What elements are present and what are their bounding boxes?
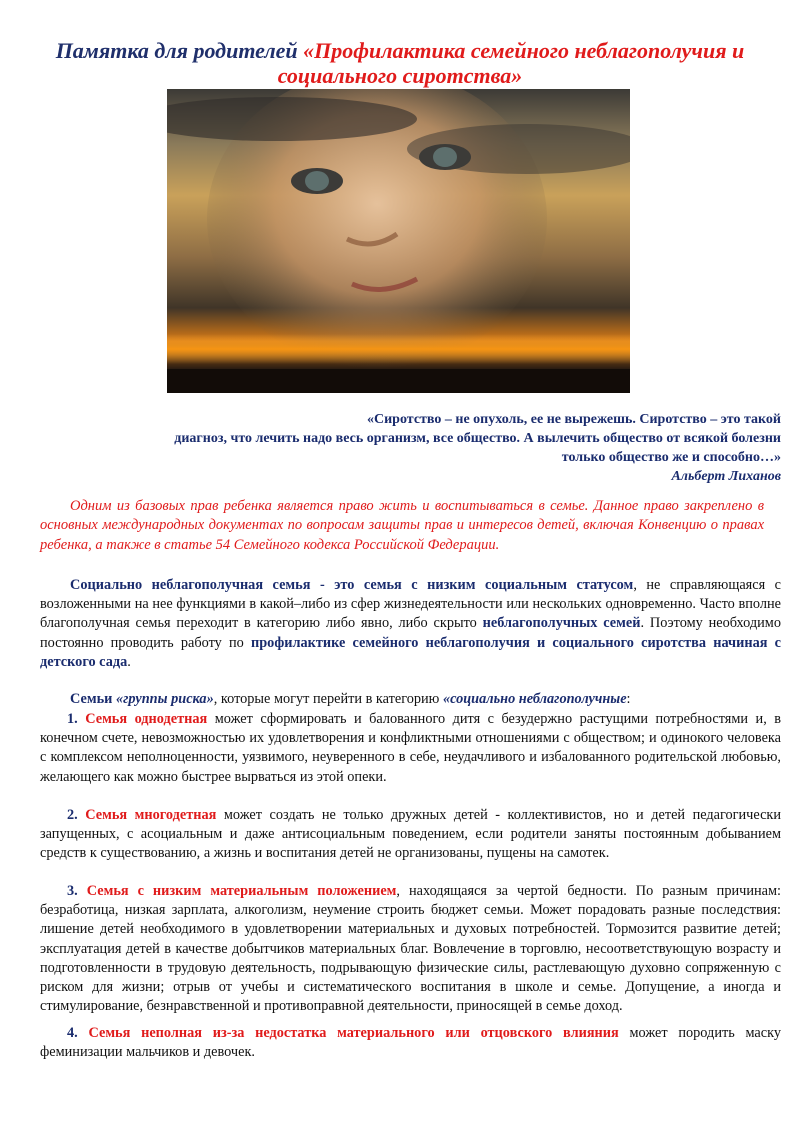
- rights-paragraph: Одним из базовых прав ребенка является право жить и воспитываться в семье. Данное право закреплено в основных международных документах по вопросам защиты прав и интересов детей, включая Конвенцию о правах ребенка, а также в статье 54 Семейного кодекса Российской Федерации.: [40, 498, 764, 553]
- item-4-text: может породить маску феминизации мальчиков и девочек.: [40, 1025, 782, 1061]
- definition-emphasis-2: профилактике семейного неблагополучия и социального сиротства начиная с детского сада: [40, 634, 781, 670]
- crying-child-sunset-photo: [167, 89, 630, 393]
- item-1-text: может сформировать и балованного дитя с безудержно растущими потребностями и, в конечном счете, невозможностью их удовлетворения и конфликтными отношениями с обществом; и одинокого человека с комплексом неполноценности, уязвимого, неуверенного в себе, неудачливого и избалованного родительской любовью, желающего как можно быстрее вырваться из этой опеки.: [40, 711, 782, 785]
- quote-line-1: «Сиротство – не опухоль, ее не вырежешь. Сиротство – это такой: [367, 412, 781, 427]
- item-3-text: , находящаяся за чертой бедности. По разным причинам: безработица, низкая зарплата, алкоголизм, неумение строить бюджет семьи. Может порадовать разные последствия: лишение детей необходимого в удовлетворении материальных и духовых потребностей. Тормозится развитие детей; эксплуатация детей в качестве добытчиков материальных благ. Вовлечение в торговлю, несоответствующую возрасту и подготовленности в трудовую деятельность, подрывающую физические силы, растлевающую духовно сопряженную с риском для жизни; отрыв от учебы и систематического воспитания в школе и семье. Допущение, а иногда и стимулирование, безнравственной и противоправной деятельности, приносящей в семье доход.: [40, 883, 781, 1015]
- item-4-heading: Семья неполная из-за недостатка материального или отцовского влияния: [88, 1025, 619, 1041]
- list-item-4: [40, 1024, 781, 1062]
- quote-author: Альберт Лиханов: [671, 469, 781, 484]
- page-title: [40, 38, 760, 88]
- item-2-number: 2.: [67, 807, 78, 823]
- title-part2: «Профилактика семейного неблагополучия и социального сиротства»: [277, 38, 745, 88]
- definition-text-3: .: [127, 653, 131, 670]
- risk-intro-b: «группы риска»: [115, 691, 214, 707]
- definition-paragraph: [40, 576, 781, 672]
- risk-intro-d: «социально неблагополучные: [442, 691, 627, 707]
- definition-term: Социально неблагополучная семья - это семья с низким социальным статусом: [70, 577, 634, 593]
- item-3-heading: Семья с низким материальным положением: [86, 883, 397, 899]
- quote-block: [40, 410, 781, 486]
- definition-emphasis-1: неблагополучных семей: [482, 615, 641, 632]
- quote-line-2: диагноз, что лечить надо весь организм, все общество. А вылечить общество от всякой болезни: [174, 431, 781, 446]
- list-item-1: [40, 710, 781, 787]
- item-1-heading: Семья однодетная: [85, 711, 208, 727]
- list-item-2: [40, 806, 781, 864]
- definition-text-1: , не справляющаяся с возложенными на нее функциями в какой–либо из сфер жизнедеятельности или нескольких одновременно. Часто вполне благополучная семья переходит в категорию либо явно, либо скрыто: [40, 577, 782, 632]
- risk-intro-a: Семьи: [70, 691, 116, 707]
- title-part1: Памятка для родителей: [55, 38, 304, 63]
- risk-intro-e: :: [626, 691, 631, 707]
- quote-line-3: только общество же и способно…»: [561, 450, 781, 465]
- item-2-heading: Семья многодетная: [85, 807, 217, 823]
- item-4-number: 4.: [67, 1025, 78, 1041]
- item-1-number: 1.: [67, 711, 78, 727]
- item-3-number: 3.: [67, 883, 78, 899]
- item-2-text: может создать не только дружных детей - коллективистов, но и детей педагогически запущенных, с асоциальным и даже антисоциальным поведением, если родители заняты постоянным добыванием средств к существованию, а жизнь и воспитания детей не организованы, пущены на самотек.: [40, 807, 782, 862]
- risk-groups-intro: [40, 690, 781, 709]
- risk-intro-c: , которые могут перейти в категорию: [213, 691, 443, 707]
- list-item-3: [40, 882, 781, 1016]
- definition-text-2: . Поэтому необходимо постоянно проводить работу по: [40, 615, 781, 651]
